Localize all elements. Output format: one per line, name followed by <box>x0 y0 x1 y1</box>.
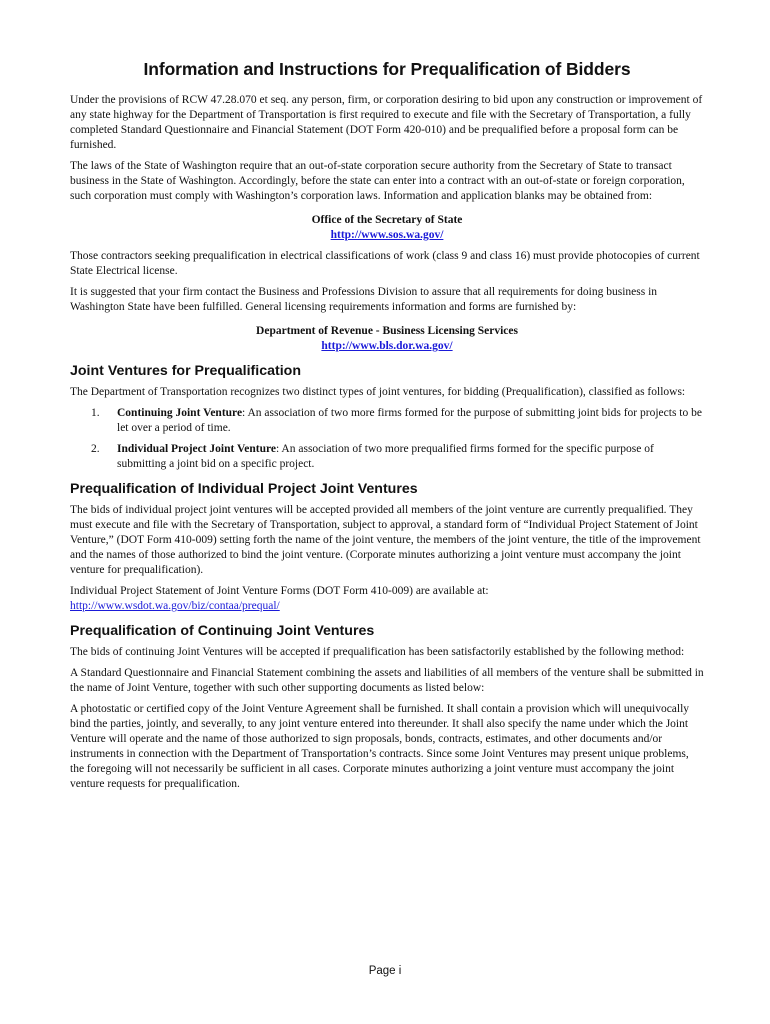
list-number: 2. <box>91 443 100 455</box>
list-term: Individual Project Joint Venture <box>117 443 276 455</box>
dor-contact <box>70 324 704 354</box>
page-title: Information and Instructions for Prequalification of Bidders <box>143 59 631 79</box>
electrical-paragraph: Those contractors seeking prequalification in electrical classifications of work (class 9 and class 16) must provide photocopies of current State Electrical license. <box>70 250 700 277</box>
continuing-paragraph-2: A Standard Questionnaire and Financial Statement combining the assets and liabilities of all members of the venture shall be submitted in the name of Joint Venture, together with such other supporting documents as listed below: <box>70 667 704 694</box>
sos-link[interactable]: http://www.sos.wa.gov/ <box>330 229 444 241</box>
list-desc: : An association of two more firms formed for the purpose of submitting joint bids for projects to be let over a period of time. <box>117 407 702 434</box>
dor-name: Department of Revenue - Business Licensing Services <box>256 325 518 337</box>
jv-heading: Joint Ventures for Prequalification <box>70 363 301 379</box>
individual-paragraph: The bids of individual project joint ventures will be accepted provided all members of the joint venture are currently prequalified. They must execute and file with the Secretary of Transportation, subject to approval, a standard form of “Individual Project Statement of Joint Venture,” (DOT Form 410-009) setting forth the name of the joint venture, the members of the joint venture, the title of the improvement and the names of those authorized to bind the joint venture. (Corporate minutes authorizing a joint venture must accompany the joint venture for prequalification). <box>70 504 701 576</box>
list-desc: : An association of two more prequalified firms formed for the specific purpose of submitting a joint bid on a specific project. <box>117 443 654 470</box>
list-item <box>70 442 704 472</box>
intro-paragraph-1: Under the provisions of RCW 47.28.070 et seq. any person, firm, or corporation desiring to bid upon any construction or improvement of any state highway for the Department of Transportation is first required to execute and file with the Secretary of Transportation, a fully completed Standard Questionnaire and Financial Statement (DOT Form 420-010) and be prequalified before a proposal form can be furnished. <box>70 94 703 151</box>
forms-link[interactable]: http://www.wsdot.wa.gov/biz/contaa/prequal/ <box>70 600 280 612</box>
dor-link[interactable]: http://www.bls.dor.wa.gov/ <box>321 340 453 352</box>
page-number: Page i <box>368 965 402 977</box>
document-body <box>70 58 704 798</box>
continuing-heading: Prequalification of Continuing Joint Ventures <box>70 623 375 639</box>
intro-paragraph-2: The laws of the State of Washington require that an out-of-state corporation secure authority from the Secretary of State to transact business in the State of Washington. Accordingly, before the state can enter into a contract with an out-of-state or foreign corporation, such corporation must comply with Washington’s corporation laws. Information and application blanks may be obtained from: <box>70 160 685 202</box>
list-term: Continuing Joint Venture <box>117 407 243 419</box>
jv-paragraph: The Department of Transportation recognizes two distinct types of joint ventures, for bidding (Prequalification), classified as follows: <box>70 386 686 398</box>
list-item <box>70 406 704 436</box>
sos-name: Office of the Secretary of State <box>311 214 463 226</box>
jv-types-list <box>70 406 704 472</box>
forms-paragraph <box>70 584 704 614</box>
list-number: 1. <box>91 407 100 419</box>
individual-heading: Prequalification of Individual Project Joint Ventures <box>70 481 418 497</box>
licensing-paragraph: It is suggested that your firm contact the Business and Professions Division to assure that all requirements for doing business in Washington State have been fulfilled. General licensing requirements information and forms are furnished by: <box>70 286 658 313</box>
sos-contact <box>70 213 704 243</box>
continuing-paragraph-3: A photostatic or certified copy of the Joint Venture Agreement shall be furnished. It shall contain a provision which will unequivocally bind the parties, jointly, and severally, to any joint venture entered into thereunder. It shall also specify the name under which the Joint Venture will operate and the name of those authorized to sign proposals, bonds, contracts, estimates, and other documents and/or instruments in connection with the Department of Transportation’s contracts. Since some Joint Ventures may present unique problems, the foregoing will not necessarily be sufficient in all cases. Corporate minutes authorizing a joint venture must accompany the joint venture requests for prequalification. <box>70 703 690 790</box>
forms-text: Individual Project Statement of Joint Venture Forms (DOT Form 410-009) are available at: <box>70 585 489 597</box>
continuing-paragraph-1: The bids of continuing Joint Ventures will be accepted if prequalification has been satisfactorily established by the following method: <box>70 646 685 658</box>
